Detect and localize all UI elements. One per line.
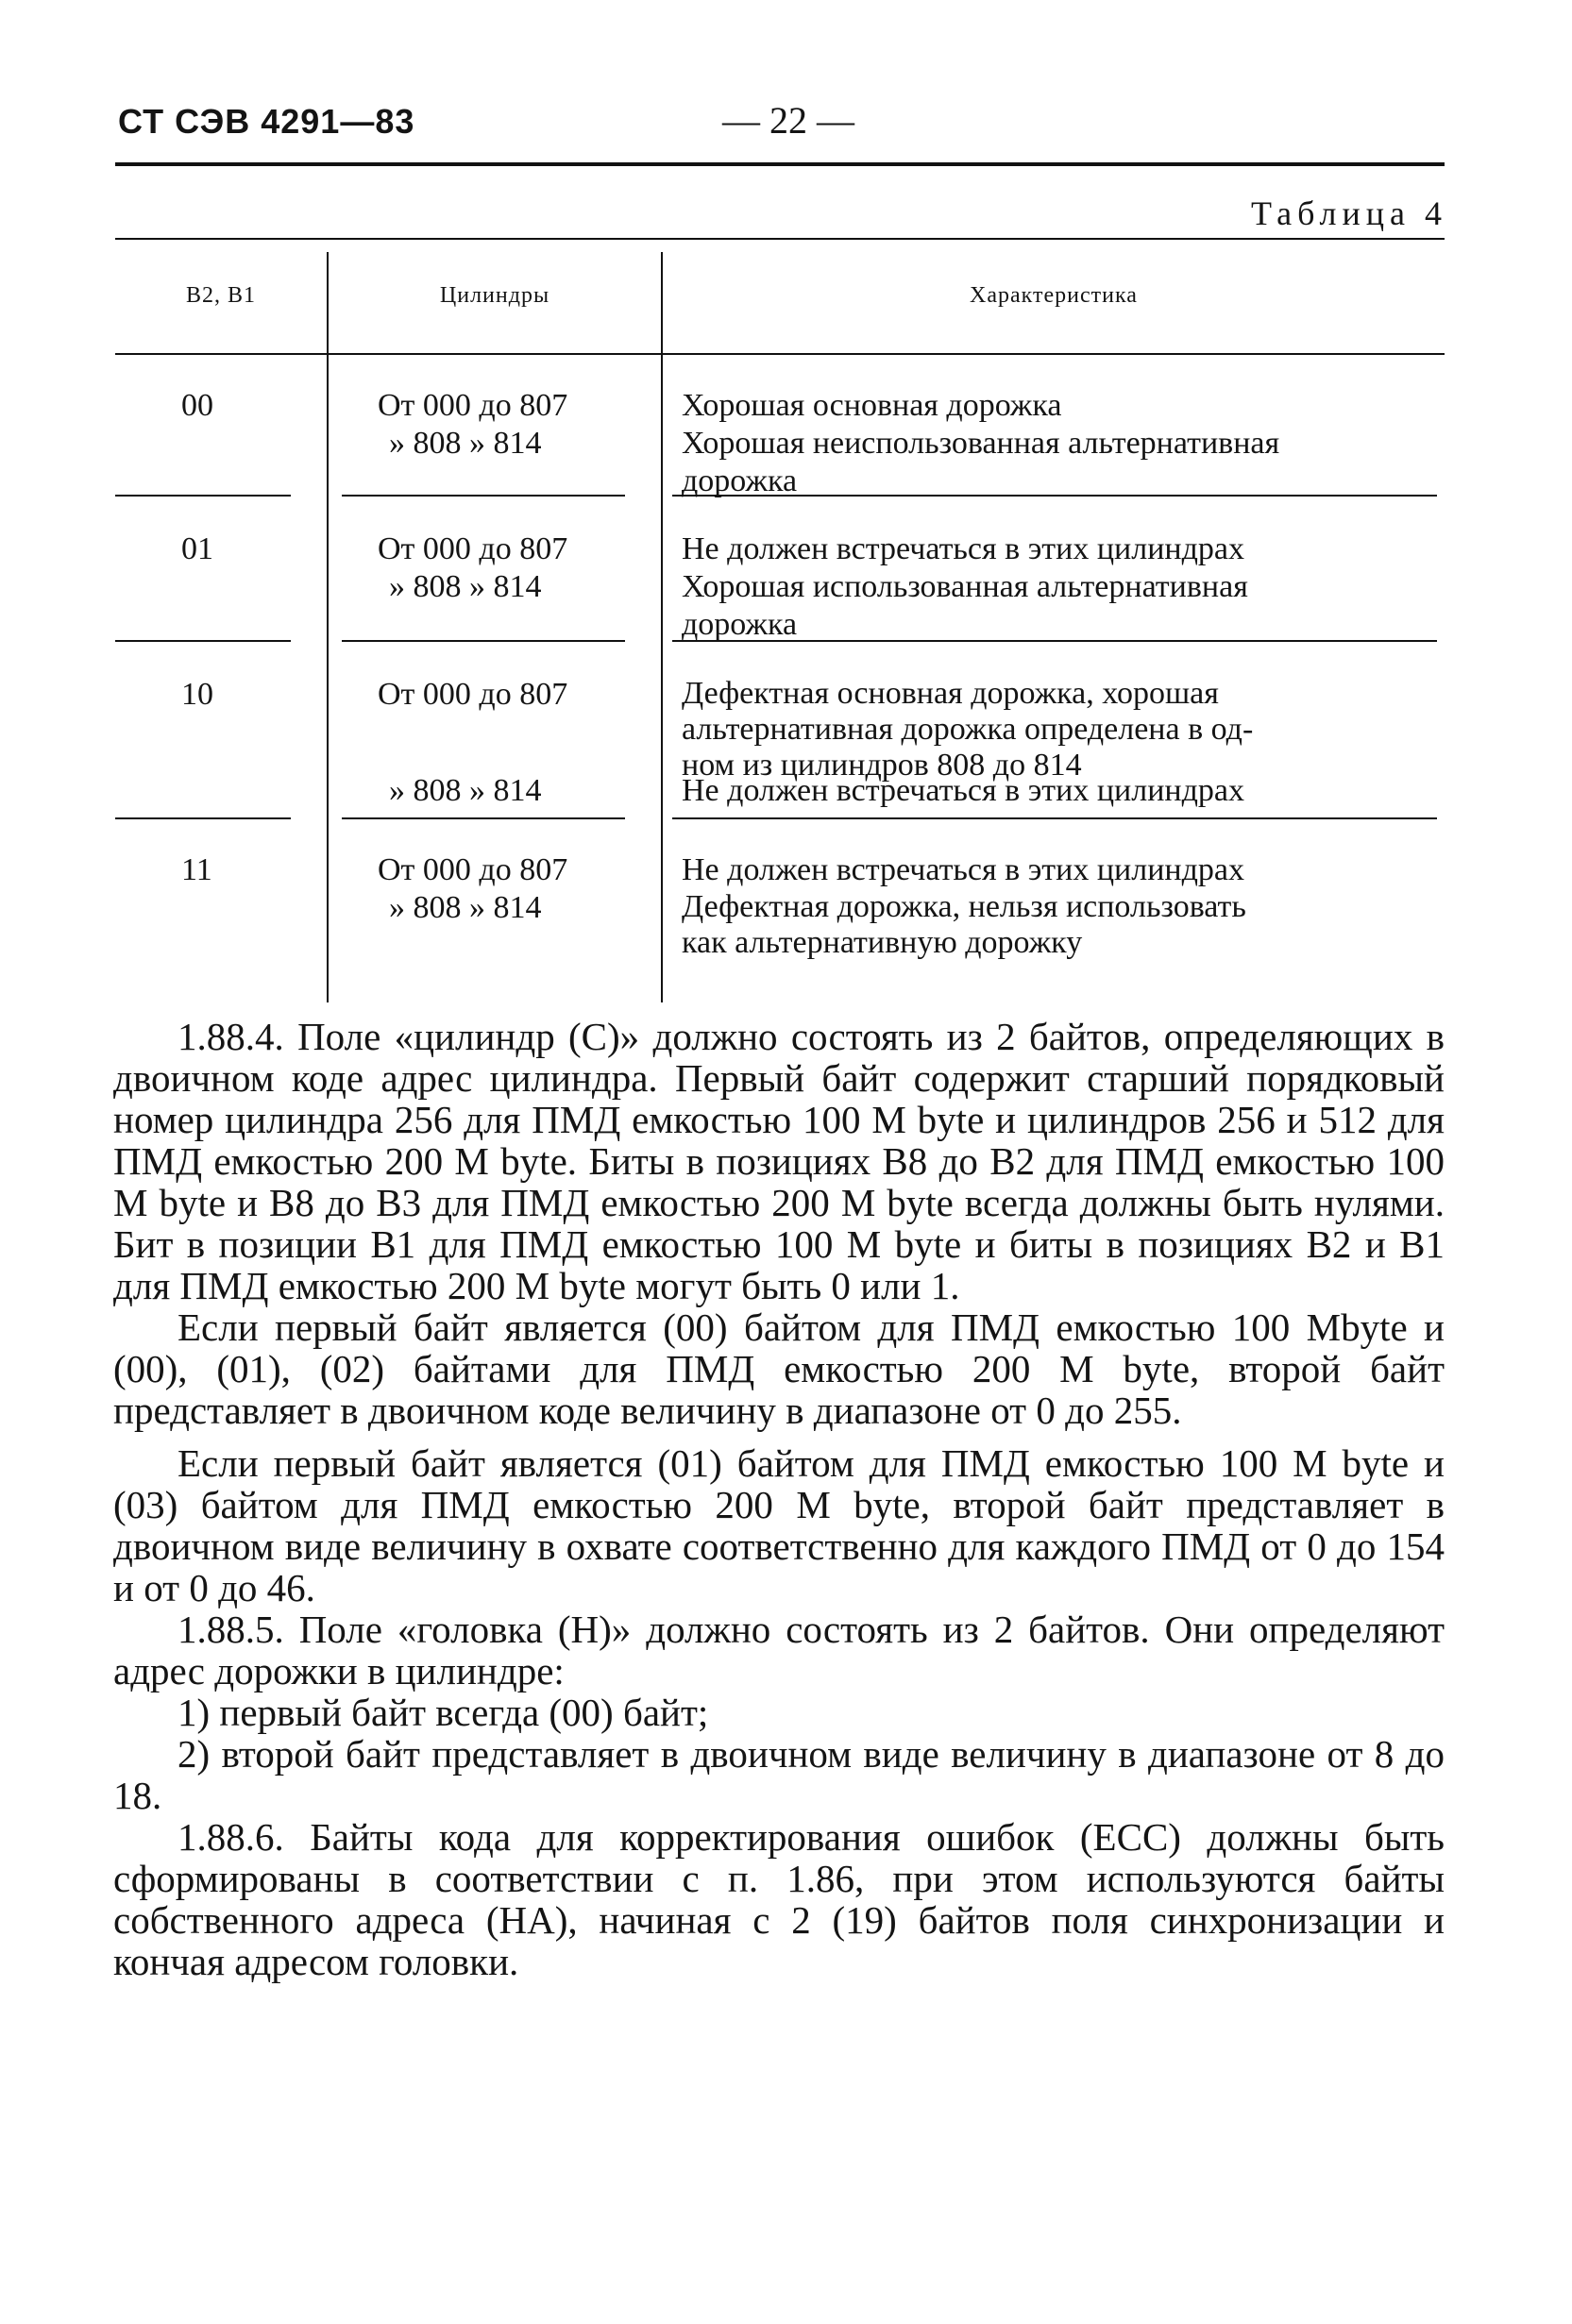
header-rule bbox=[115, 353, 1445, 355]
row-separator bbox=[342, 817, 625, 819]
track-description: Дефектная основная дорожка, хорошая альтернативная дорожка определена в од- ном из цилиндров 808 до 814 bbox=[682, 676, 1254, 783]
paragraph-1-88-5: 1.88.5. Поле «головка (H)» должно состоять из 2 байтов. Они определяют адрес дорожки в цилиндре: bbox=[113, 1608, 1445, 1692]
track-description: Не должен встречаться в этих цилиндрах bbox=[682, 773, 1244, 808]
column-header: Характеристика bbox=[970, 283, 1138, 308]
track-description: Хорошая основная дорожка bbox=[682, 388, 1062, 423]
row-separator bbox=[672, 817, 1437, 819]
header-rule bbox=[115, 162, 1445, 166]
row-separator bbox=[672, 640, 1437, 642]
list-item: 1) первый байт всегда (00) байт; bbox=[177, 1691, 709, 1734]
column-header: Цилиндры bbox=[439, 283, 550, 308]
paragraph-1-88-6: 1.88.6. Байты кода для корректирования ошибок (ECC) должны быть сформированы в соответствии с п. 1.86, при этом используются байты собственного адреса (HA), начиная с 2 (19) байтов поля синхронизации и кончая адресом головки. bbox=[113, 1815, 1445, 1983]
row-code: 01 bbox=[181, 531, 213, 566]
row-separator bbox=[115, 817, 291, 819]
cylinder-range: » 808 » 814 bbox=[389, 569, 542, 604]
row-separator bbox=[342, 495, 625, 497]
row-code: 11 bbox=[181, 852, 212, 887]
document-code: СТ СЭВ 4291—83 bbox=[118, 102, 415, 141]
row-code: 00 bbox=[181, 388, 213, 423]
cylinder-range: От 000 до 807 bbox=[378, 388, 568, 423]
row-separator bbox=[672, 495, 1437, 497]
row-separator bbox=[342, 640, 625, 642]
table-top-rule bbox=[115, 238, 1445, 240]
body-text bbox=[113, 1016, 1445, 1982]
column-divider bbox=[327, 252, 329, 1002]
track-description: Хорошая использованная альтернативная дорожка bbox=[682, 569, 1248, 642]
paragraph: Если первый байт является (01) байтом для ПМД емкостью 100 M byte и (03) байтом для ПМД емкостью 200 M byte, второй байт представляет в двоичном виде величину в охвате соответственно для каждого ПМД от 0 до 154 и от 0 до 46. bbox=[113, 1441, 1445, 1609]
track-description: Не должен встречаться в этих цилиндрах bbox=[682, 852, 1244, 887]
cylinder-range: » 808 » 814 bbox=[389, 773, 542, 808]
page-header bbox=[118, 99, 1440, 159]
list-item: 2) второй байт представляет в двоичном виде величину в диапазоне от 8 до 18. bbox=[113, 1732, 1445, 1817]
paragraph: Если первый байт является (00) байтом для ПМД емкостью 100 Mbyte и (00), (01), (02) байтами для ПМД емкостью 200 M byte, второй байт представляет в двоичном коде величину в диапазоне от 0 до 255. bbox=[113, 1305, 1445, 1432]
cylinder-range: » 808 » 814 bbox=[389, 890, 542, 925]
cylinder-range: От 000 до 807 bbox=[378, 531, 568, 566]
cylinder-range: От 000 до 807 bbox=[378, 677, 568, 712]
column-header: B2, B1 bbox=[185, 283, 256, 308]
row-separator bbox=[115, 640, 291, 642]
data-table bbox=[115, 238, 1445, 1002]
page-number: — 22 — bbox=[722, 99, 854, 142]
cylinder-range: » 808 » 814 bbox=[389, 426, 542, 461]
track-description: Не должен встречаться в этих цилиндрах bbox=[682, 531, 1244, 566]
paragraph-1-88-4: 1.88.4. Поле «цилиндр (C)» должно состоять из 2 байтов, определяющих в двоичном коде адрес цилиндра. Первый байт содержит старший порядковый номер цилиндра 256 для ПМД емкостью 100 M byte и цилиндров 256 и 512 для ПМД емкостью 200 M byte. Биты в позициях B8 до B2 для ПМД емкостью 100 M byte и B8 до B3 для ПМД емкостью 200 M byte всегда должны быть нулями. Бит в позиции B1 для ПМД емкостью 100 M byte и биты в позициях B2 и B1 для ПМД емкостью 200 M byte могут быть 0 или 1. bbox=[113, 1015, 1445, 1307]
cylinder-range: От 000 до 807 bbox=[378, 852, 568, 887]
column-divider bbox=[661, 252, 663, 1002]
row-separator bbox=[115, 495, 291, 497]
track-description: Хорошая неиспользованная альтернативная дорожка bbox=[682, 426, 1280, 498]
track-description: Дефектная дорожка, нельзя использовать как альтернативную дорожку bbox=[682, 889, 1246, 960]
table-caption: Таблица 4 bbox=[1251, 194, 1447, 232]
row-code: 10 bbox=[181, 677, 213, 712]
